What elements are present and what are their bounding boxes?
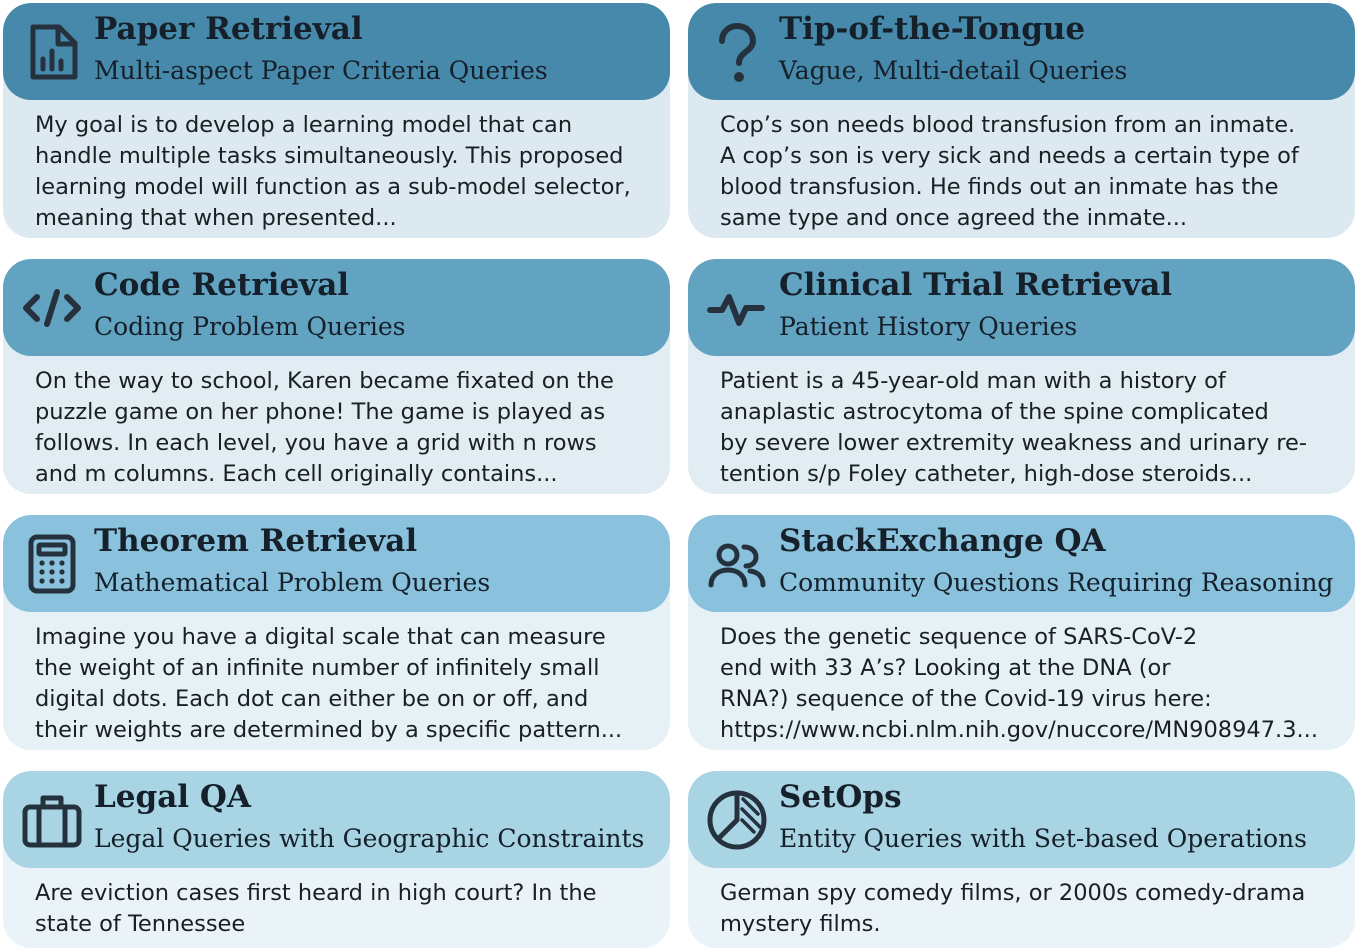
document-chart-icon [21,21,83,83]
query-line: meaning that when presented... [35,205,397,231]
query-line: On the way to school, Karen became fixated on the [35,368,614,394]
query-line: RNA?) sequence of the Covid-19 virus here: [720,686,1212,712]
heartbeat-icon [706,277,768,339]
briefcase-icon [21,789,83,851]
card-subtitle: Coding Problem Queries [94,312,406,341]
question-mark-icon [706,21,768,83]
query-line: follows. In each level, you have a grid with n rows [35,430,597,456]
card-subtitle: Patient History Queries [779,312,1078,341]
query-line: German spy comedy films, or 2000s comedy-drama [720,880,1306,906]
card-legal-qa [3,771,670,948]
card-subtitle: Multi-aspect Paper Criteria Queries [94,56,548,85]
card-example-query [35,622,665,746]
query-line: their weights are determined by a specific pattern... [35,717,623,743]
query-line: and m columns. Each cell originally contains... [35,461,558,487]
calculator-icon [21,533,83,595]
query-line: Are eviction cases first heard in high court? In the [35,880,597,906]
card-subtitle: Vague, Multi-detail Queries [779,56,1128,85]
card-title: Legal QA [94,779,251,815]
query-line: the weight of an infinite number of infinitely small [35,655,600,681]
query-line: by severe lower extremity weakness and urinary re- [720,430,1308,456]
query-line: Imagine you have a digital scale that can measure [35,624,606,650]
card-title: Paper Retrieval [94,11,363,47]
query-line: same type and once agreed the inmate... [720,205,1188,231]
card-title: Clinical Trial Retrieval [779,267,1173,303]
query-line: tention s/p Foley catheter, high-dose steroids... [720,461,1253,487]
card-subtitle: Community Questions Requiring Reasoning [779,568,1334,597]
code-icon [21,277,83,339]
query-line: handle multiple tasks simultaneously. This proposed [35,143,624,169]
card-theorem-retrieval [3,515,670,750]
query-line: puzzle game on her phone! The game is played as [35,399,606,425]
task-card-grid [3,3,1357,948]
query-line: learning model will function as a sub-model selector, [35,174,631,200]
query-line: mystery films. [720,911,881,937]
query-line: end with 33 A’s? Looking at the DNA (or [720,655,1171,681]
query-line: Does the genetic sequence of SARS-CoV-2 [720,624,1198,650]
card-example-query [720,366,1350,490]
query-line: digital dots. Each dot can either be on or off, and [35,686,589,712]
query-line: My goal is to develop a learning model that can [35,112,573,138]
card-example-query [35,366,665,490]
card-title: Theorem Retrieval [94,523,418,559]
card-example-query [720,110,1350,234]
card-subtitle: Entity Queries with Set-based Operations [779,824,1307,853]
people-icon [706,533,768,595]
card-subtitle: Mathematical Problem Queries [94,568,491,597]
card-setops [688,771,1355,948]
query-line: Cop’s son needs blood transfusion from an inmate. [720,112,1296,138]
query-line: https://www.ncbi.nlm.nih.gov/nuccore/MN908947.3... [720,717,1318,743]
card-tip-of-the-tongue [688,3,1355,238]
query-line: Patient is a 45-year-old man with a history of [720,368,1226,394]
query-line: blood transfusion. He finds out an inmate has the [720,174,1279,200]
card-paper-retrieval [3,3,670,238]
pie-chart-icon [706,789,768,851]
card-code-retrieval [3,259,670,494]
query-line: state of Tennessee [35,911,246,937]
query-line: anaplastic astrocytoma of the spine complicated [720,399,1269,425]
card-title: SetOps [779,779,902,815]
card-example-query [720,878,1350,940]
query-line: A cop’s son is very sick and needs a certain type of [720,143,1299,169]
card-example-query [35,878,665,940]
card-title: Tip-of-the-Tongue [779,11,1086,47]
card-clinical-trial-retrieval [688,259,1355,494]
card-subtitle: Legal Queries with Geographic Constraints [94,824,645,853]
card-example-query [720,622,1350,746]
card-title: StackExchange QA [779,523,1106,559]
card-title: Code Retrieval [94,267,350,303]
card-stackexchange-qa [688,515,1355,750]
card-example-query [35,110,665,234]
